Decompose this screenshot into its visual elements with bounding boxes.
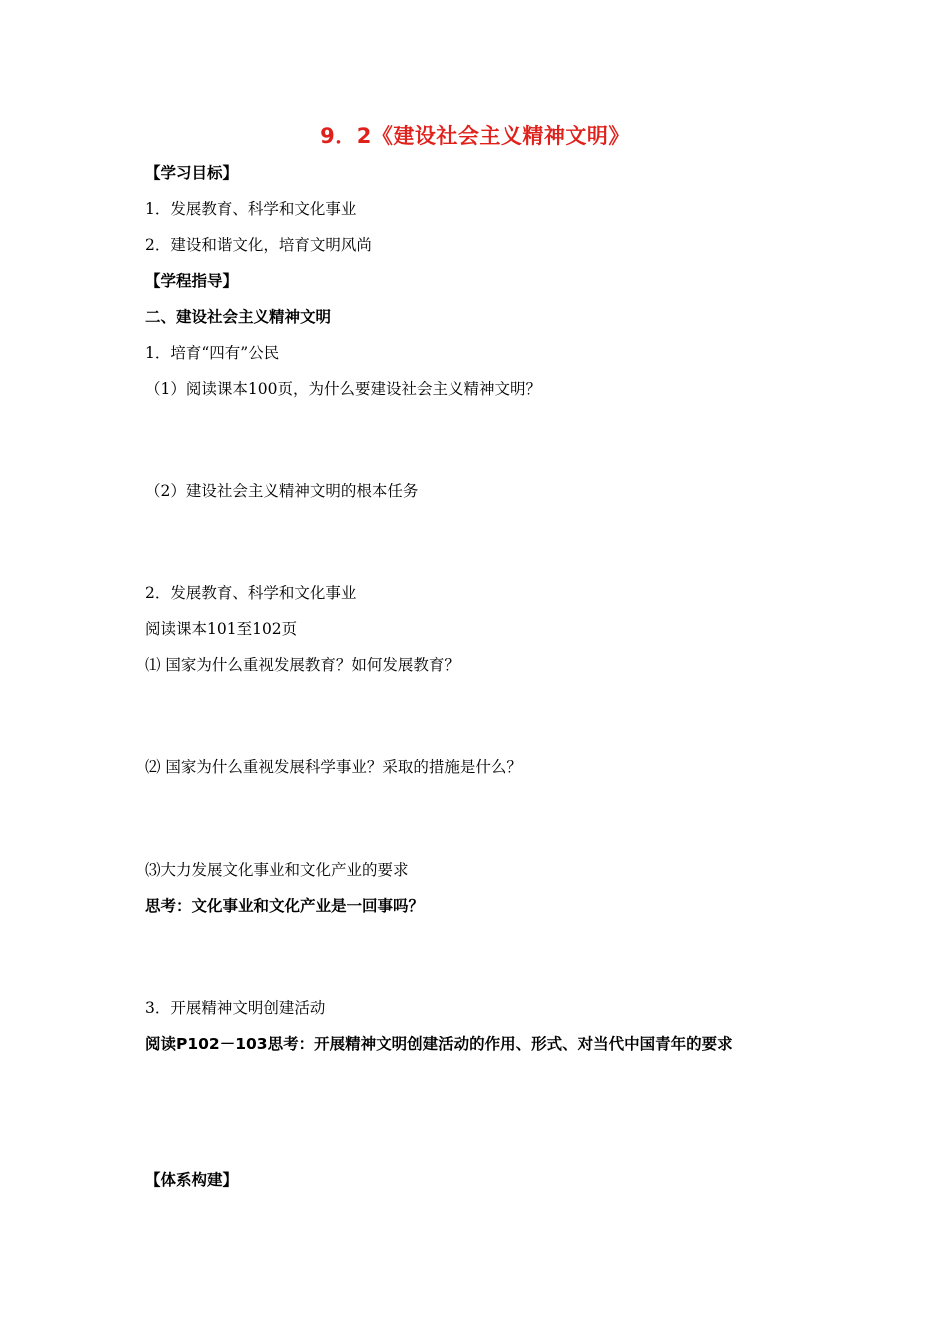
item-2-reading: 阅读课本101至102页 bbox=[145, 620, 298, 638]
item-2: 2．发展教育、科学和文化事业 bbox=[145, 584, 357, 602]
document-title: 9．2《建设社会主义精神文明》 bbox=[320, 124, 630, 148]
item-2-question-3: ⑶大力发展文化事业和文化产业的要求 bbox=[145, 861, 409, 879]
item-1-question-1: （1）阅读课本100页，为什么要建设社会主义精神文明？ bbox=[145, 380, 541, 398]
heading-system: 【体系构建】 bbox=[145, 1171, 239, 1189]
section-2-heading: 二、建设社会主义精神文明 bbox=[145, 308, 332, 326]
item-3-think: 阅读P102－103思考：开展精神文明创建活动的作用、形式、对当代中国青年的要求 bbox=[145, 1035, 733, 1053]
heading-objectives: 【学习目标】 bbox=[145, 164, 239, 182]
objective-1: 1．发展教育、科学和文化事业 bbox=[145, 200, 357, 218]
item-2-question-2: ⑵ 国家为什么重视发展科学事业？采取的措施是什么？ bbox=[145, 758, 522, 776]
item-1: 1．培育“四有”公民 bbox=[145, 344, 280, 362]
item-3: 3．开展精神文明创建活动 bbox=[145, 999, 326, 1017]
objective-2: 2．建设和谐文化，培育文明风尚 bbox=[145, 236, 372, 254]
item-2-think: 思考：文化事业和文化产业是一回事吗？ bbox=[145, 897, 425, 915]
heading-guide: 【学程指导】 bbox=[145, 272, 239, 290]
item-2-question-1: ⑴ 国家为什么重视发展教育？如何发展教育？ bbox=[145, 656, 460, 674]
item-1-question-2: （2）建设社会主义精神文明的根本任务 bbox=[145, 482, 419, 500]
